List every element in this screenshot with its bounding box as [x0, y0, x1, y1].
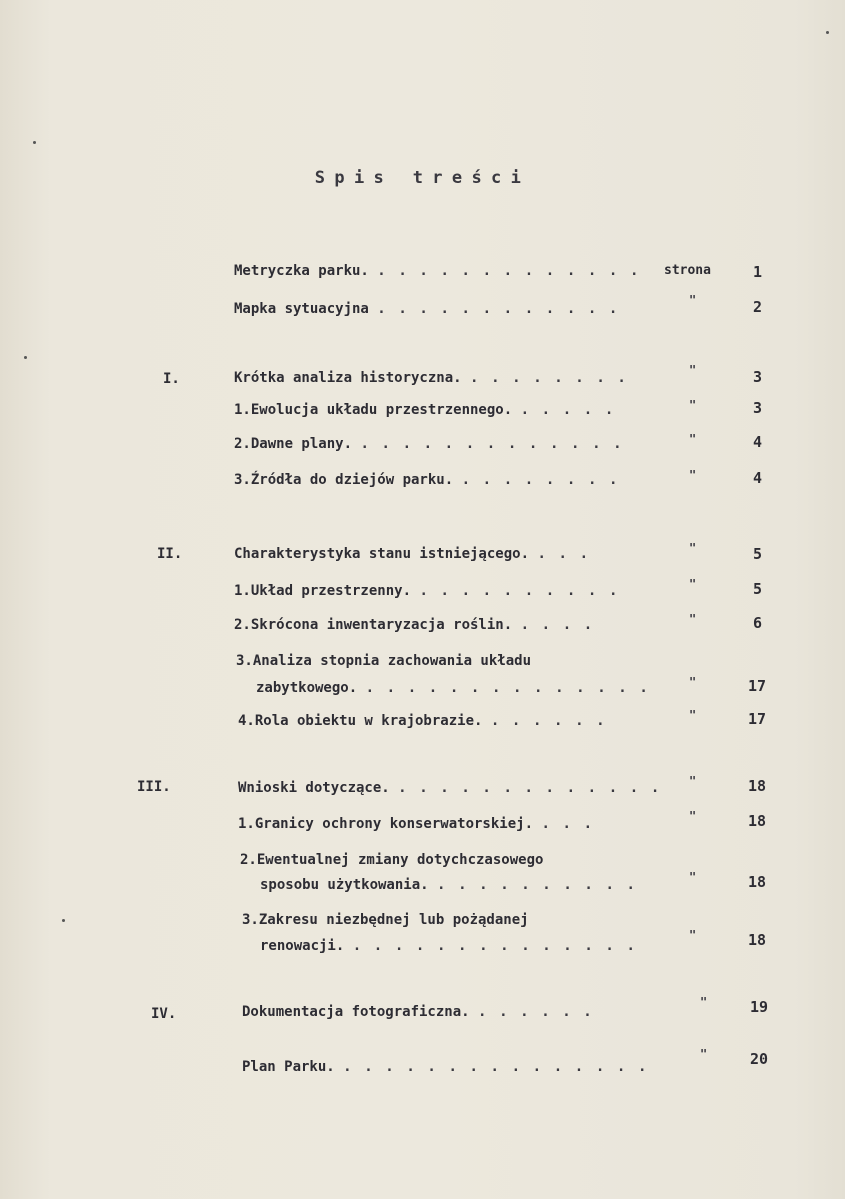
paper-speck	[24, 356, 27, 359]
ditto-mark: "	[689, 612, 697, 626]
paper-speck	[33, 141, 36, 144]
toc-entry: Krótka analiza historyczna. . . . . . . . .	[234, 370, 628, 386]
toc-entry: Dokumentacja fotograficzna. . . . . . .	[242, 1004, 594, 1020]
page-number: 19	[749, 998, 768, 1016]
page-number: 20	[749, 1050, 768, 1068]
section-numeral-4: IV.	[151, 1006, 177, 1022]
ditto-mark: "	[689, 293, 697, 307]
page-number: 6	[752, 614, 762, 632]
toc-entry: Metryczka parku. . . . . . . . . . . . . .	[234, 263, 641, 279]
toc-entry: 3.Źródła do dziejów parku. . . . . . . . .	[234, 472, 620, 488]
ditto-mark: "	[689, 541, 697, 555]
section-numeral-2: II.	[157, 546, 183, 562]
toc-entry: 2.Ewentualnej zmiany dotychczasowego	[240, 852, 544, 868]
paper-speck	[62, 919, 65, 922]
toc-entry: 1.Układ przestrzenny. . . . . . . . . . .	[234, 583, 620, 599]
page-number: 18	[747, 812, 766, 830]
toc-entry: 1.Granicy ochrony konserwatorskiej. . . .	[238, 816, 595, 832]
ditto-mark: "	[700, 995, 708, 1009]
page-number: 18	[747, 931, 766, 949]
toc-entry: renowacji. . . . . . . . . . . . . . .	[260, 938, 638, 954]
ditto-mark: "	[689, 928, 697, 942]
page-number: 2	[752, 298, 762, 316]
section-numeral-3: III.	[137, 779, 171, 795]
page-number: 4	[752, 433, 762, 451]
ditto-mark: "	[689, 774, 697, 788]
toc-entry: Mapka sytuacyjna . . . . . . . . . . . .	[234, 301, 620, 317]
toc-entry: 4.Rola obiektu w krajobrazie. . . . . . .	[238, 713, 607, 729]
page-number: 18	[747, 873, 766, 891]
toc-entry: sposobu użytkowania. . . . . . . . . . .	[260, 877, 638, 893]
ditto-mark: "	[689, 432, 697, 446]
ditto-mark: "	[689, 870, 697, 884]
ditto-mark: "	[689, 577, 697, 591]
toc-entry: 3.Analiza stopnia zachowania układu	[236, 653, 532, 669]
toc-entry: Plan Parku. . . . . . . . . . . . . . . .	[242, 1059, 649, 1075]
page-number: 3	[752, 368, 762, 386]
page-number: 17	[747, 677, 766, 695]
toc-entry: zabytkowego. . . . . . . . . . . . . . .	[256, 680, 650, 696]
page-column-label: strona	[664, 263, 711, 278]
toc-entry: Wnioski dotyczące. . . . . . . . . . . . . .	[238, 780, 662, 796]
section-numeral-1: I.	[163, 371, 180, 387]
ditto-mark: "	[689, 398, 697, 412]
toc-entry: 2.Dawne plany. . . . . . . . . . . . . .	[234, 436, 624, 452]
ditto-mark: "	[689, 675, 697, 689]
page-number: 18	[747, 777, 766, 795]
ditto-mark: "	[689, 363, 697, 377]
page-number: 5	[752, 545, 762, 563]
ditto-mark: "	[700, 1047, 708, 1061]
toc-entry: 2.Skrócona inwentaryzacja roślin. . . . .	[234, 617, 595, 633]
ditto-mark: "	[689, 468, 697, 482]
page-number: 17	[747, 710, 766, 728]
toc-entry: 3.Zakresu niezbędnej lub pożądanej	[242, 912, 529, 928]
toc-entry: 1.Ewolucja układu przestrzennego. . . . . .	[234, 402, 616, 418]
page-number: 3	[752, 399, 762, 417]
page-number: 4	[752, 469, 762, 487]
page-number: 1	[752, 263, 762, 281]
ditto-mark: "	[689, 708, 697, 722]
page-title: Spis treści	[314, 168, 531, 188]
toc-entry: Charakterystyka stanu istniejącego. . . .	[234, 546, 591, 562]
ditto-mark: "	[689, 809, 697, 823]
paper-speck	[826, 31, 829, 34]
page-number: 5	[752, 580, 762, 598]
